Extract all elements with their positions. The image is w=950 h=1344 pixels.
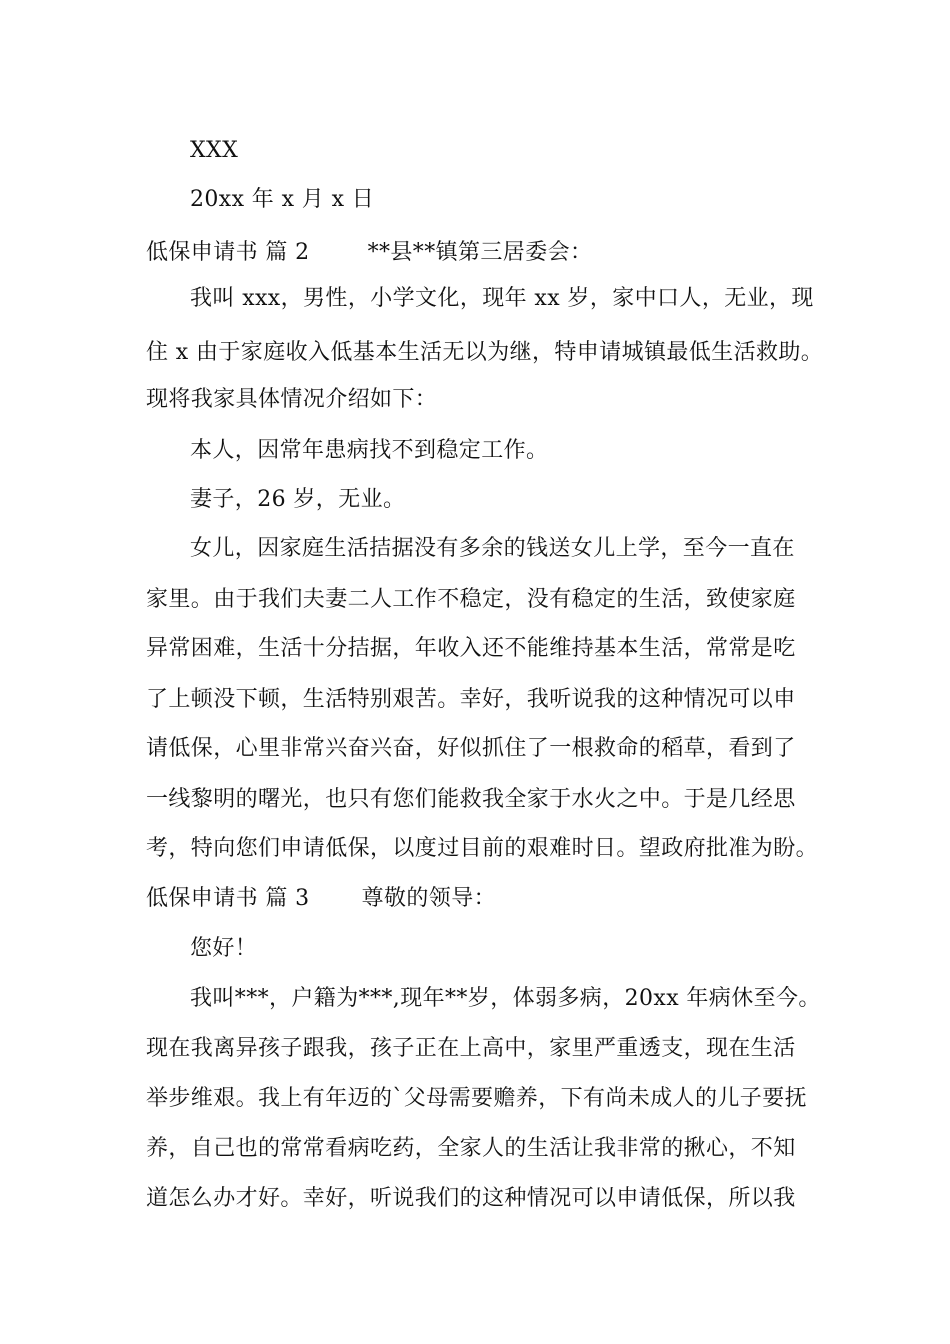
signer-name: XXX <box>190 138 239 163</box>
section-3-heading: 低保申请书 篇 3 <box>146 886 310 911</box>
section-3-addressee: 尊敬的领导： <box>361 886 496 911</box>
paragraph-line: 考，特向您们申请低保，以度过目前的艰难时日。望政府批准为盼。 <box>146 836 819 861</box>
paragraph-line: 女儿，因家庭生活拮据没有多余的钱送女儿上学，至今一直在 <box>190 536 795 561</box>
paragraph-line: 妻子，26 岁，无业。 <box>190 487 406 512</box>
paragraph-line: 本人，因常年患病找不到稳定工作。 <box>190 438 549 463</box>
paragraph-line: 一线黎明的曙光，也只有您们能救我全家于水火之中。于是几经思 <box>146 787 796 812</box>
paragraph-line: 异常困难，生活十分拮据，年收入还不能维持基本生活，常常是吃 <box>146 636 796 661</box>
section-2-heading: 低保申请书 篇 2 <box>146 240 310 265</box>
paragraph-line: 家里。由于我们夫妻二人工作不稳定，没有稳定的生活，致使家庭 <box>146 587 796 612</box>
section-2-heading-line <box>146 238 592 268</box>
paragraph-line: 住 x 由于家庭收入低基本生活无以为继，特申请城镇最低生活救助。 <box>146 340 824 365</box>
paragraph-line: 我叫 xxx，男性，小学文化，现年 xx 岁，家中口人，无业，现 <box>190 286 814 311</box>
paragraph-line: 请低保，心里非常兴奋兴奋，好似抓住了一根救命的稻草，看到了 <box>146 736 796 761</box>
paragraph-line: 了上顿没下顿，生活特别艰苦。幸好，我听说我的这种情况可以申 <box>146 687 796 712</box>
paragraph-line: 现在我离异孩子跟我，孩子正在上高中，家里严重透支，现在生活 <box>146 1036 796 1061</box>
section-2-addressee: **县**镇第三居委会： <box>367 240 593 265</box>
section-3-heading-line <box>146 884 496 914</box>
paragraph-line: 举步维艰。我上有年迈的`父母需要赡养，下有尚未成人的儿子要抚 <box>146 1086 808 1111</box>
signature-date: 20xx 年 x 月 x 日 <box>190 187 375 212</box>
paragraph-line: 现将我家具体情况介绍如下： <box>146 387 438 412</box>
paragraph-line: 您好！ <box>190 936 258 961</box>
paragraph-line: 养，自己也的常常看病吃药，全家人的生活让我非常的揪心，不知 <box>146 1136 796 1161</box>
paragraph-line: 我叫***，户籍为***,现年**岁，体弱多病，20xx 年病休至今。 <box>190 986 821 1011</box>
paragraph-line: 道怎么办才好。幸好，听说我们的这种情况可以申请低保，所以我 <box>146 1186 796 1211</box>
